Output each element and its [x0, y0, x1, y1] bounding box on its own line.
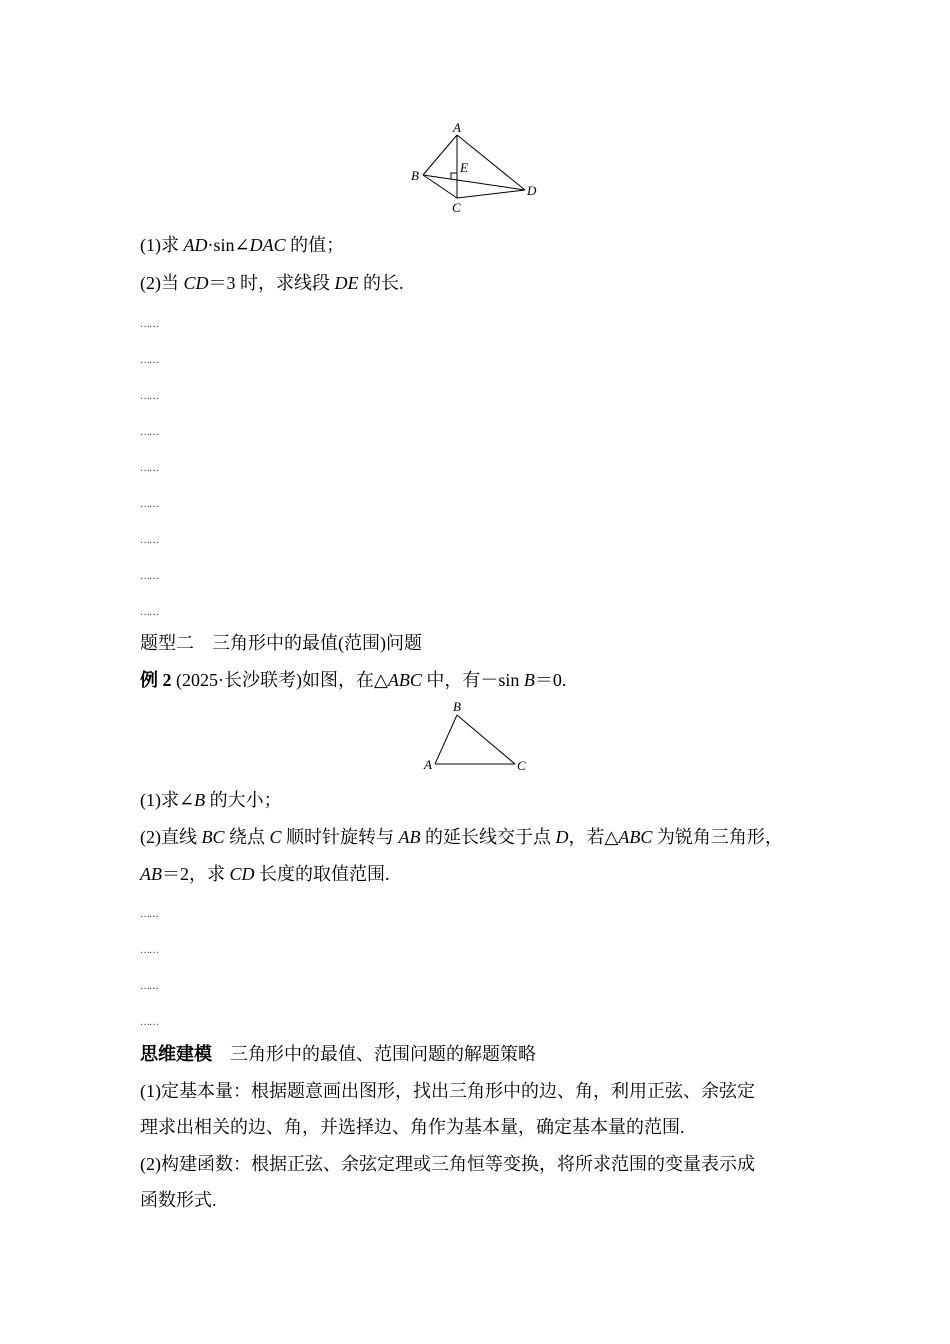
- segment-ab: [423, 135, 457, 175]
- label-c: C: [452, 200, 461, 215]
- answer-line: ……: [140, 535, 158, 546]
- answer-line: ……: [140, 319, 158, 330]
- answer-line: ……: [140, 607, 158, 618]
- label-b: B: [453, 699, 461, 714]
- question1-part1: (1)求 AD·sin∠DAC 的值；: [140, 235, 345, 255]
- answer-line: ……: [140, 463, 158, 474]
- label-b: B: [411, 168, 419, 183]
- answer-line: ……: [140, 571, 158, 582]
- label-d: D: [527, 183, 537, 198]
- question2-part2-line2: AB＝2，求 CD 长度的取值范围.: [140, 864, 390, 884]
- right-angle-mark: [451, 173, 457, 179]
- question2-part2-line1: (2)直线 BC 绕点 C 顺时针旋转与 AB 的延长线交于点 D，若△ABC 为锐角三角形，: [140, 827, 783, 847]
- model-heading-line: [140, 1043, 536, 1065]
- answer-line: ……: [140, 981, 158, 992]
- answer-line: ……: [140, 499, 158, 510]
- question1-part2: (2)当 CD＝3 时，求线段 DE 的长.: [140, 273, 404, 293]
- answer-line: ……: [140, 909, 158, 920]
- model-paragraph2-line2: 函数形式.: [140, 1190, 217, 1210]
- model-heading: 思维建模: [140, 1044, 212, 1064]
- label-c: C: [517, 758, 526, 773]
- label-a: A: [453, 120, 461, 135]
- answer-line: ……: [140, 427, 158, 438]
- answer-line: ……: [140, 945, 158, 956]
- example2-statement: 例 2 (2025·长沙联考)如图，在△ABC 中，有－sin B＝0.: [140, 670, 567, 690]
- segment-ab: [435, 715, 457, 764]
- segment-cd: [457, 190, 525, 198]
- model-paragraph1-line2: 理求出相关的边、角，并选择边、角作为基本量，确定基本量的范围.: [140, 1117, 685, 1137]
- answer-line: ……: [140, 1017, 158, 1028]
- segment-bc: [457, 715, 515, 764]
- answer-line: ……: [140, 391, 158, 402]
- label-e: E: [460, 160, 468, 175]
- model-title: 三角形中的最值、范围问题的解题策略: [212, 1044, 536, 1064]
- question2-part1: (1)求∠B 的大小；: [140, 790, 282, 810]
- label-a: A: [424, 757, 432, 772]
- answer-line: ……: [140, 355, 158, 366]
- segment-bc: [423, 175, 457, 198]
- model-paragraph1-line1: (1)定基本量：根据题意画出图形，找出三角形中的边、角，利用正弦、余弦定: [140, 1081, 755, 1101]
- model-paragraph2-line1: (2)构建函数：根据正弦、余弦定理或三角恒等变换，将所求范围的变量表示成: [140, 1154, 755, 1174]
- figure-quadrilateral-abcd: [405, 120, 550, 215]
- section-title: 题型二 三角形中的最值(范围)问题: [140, 633, 422, 653]
- figure-triangle-abc: [415, 697, 535, 777]
